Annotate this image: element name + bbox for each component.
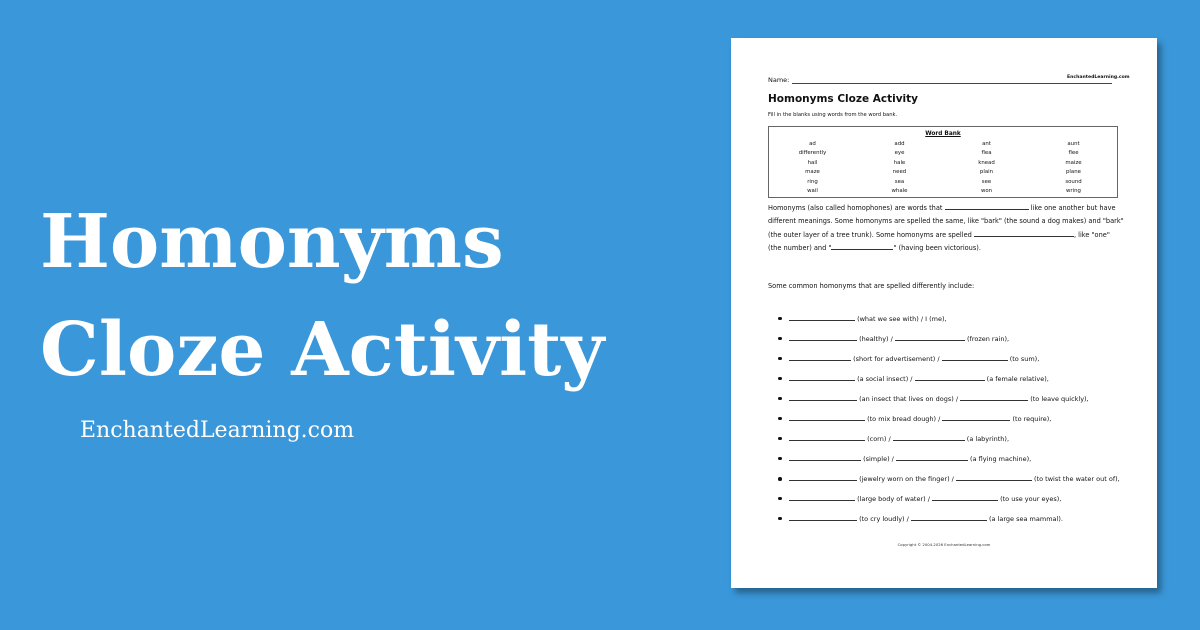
hero-title-line-1: Homonyms xyxy=(40,199,504,285)
list-item xyxy=(783,334,1127,344)
item-clue-a: (an insect that lives on dogs) / xyxy=(859,395,959,403)
list-item xyxy=(783,314,1127,324)
item-clue-a: (a social insect) / xyxy=(857,375,913,383)
fill-blank[interactable] xyxy=(956,474,1032,481)
fill-blank[interactable] xyxy=(789,474,857,481)
fill-blank[interactable] xyxy=(789,314,855,321)
paragraph-part: like one another but have different meanings. Some homonyms are spelled the same, like "bark" (the sound a dog makes) and "bark" (the outer layer of a tree trunk). Some homonyms are spelled xyxy=(768,204,1124,239)
list-intro: Some common homonyms that are spelled differently include: xyxy=(768,282,975,290)
word-bank-word: plane xyxy=(1066,169,1081,176)
item-clue-a: (jewelry worn on the finger) / xyxy=(859,475,954,483)
word-bank-word: maze xyxy=(805,169,820,176)
item-clue-b: (a female relative), xyxy=(986,375,1049,383)
word-bank-word: see xyxy=(981,178,992,185)
fill-blank[interactable] xyxy=(831,243,893,250)
word-bank-grid xyxy=(769,140,1117,196)
fill-blank[interactable] xyxy=(789,494,855,501)
word-bank-word: wail xyxy=(807,187,818,194)
fill-blank[interactable] xyxy=(789,454,861,461)
list-item xyxy=(783,454,1127,464)
item-clue-a: (corn) / xyxy=(867,435,891,443)
item-clue-a: (short for advertisement) / xyxy=(853,355,940,363)
word-bank-word: ant xyxy=(982,141,991,147)
item-clue-b: (to use your eyes), xyxy=(1000,495,1062,503)
item-clue-a: (simple) / xyxy=(863,455,894,463)
word-bank-word: knead xyxy=(978,159,995,166)
word-bank xyxy=(768,126,1118,198)
fill-blank[interactable] xyxy=(945,203,1029,210)
name-row xyxy=(768,76,1118,84)
word-bank-word: aunt xyxy=(1067,141,1080,147)
word-bank-word: maize xyxy=(1065,159,1082,166)
hero-title-line-2: Cloze Activity xyxy=(40,307,605,393)
site-name: EnchantedLearning.com xyxy=(80,418,355,443)
paragraph-part: Homonyms (also called homophones) are words that xyxy=(768,204,943,212)
word-bank-word: hail xyxy=(807,159,818,166)
fill-blank[interactable] xyxy=(915,374,985,381)
item-clue-a: (to mix bread dough) / xyxy=(867,415,941,423)
name-line xyxy=(792,76,1112,84)
list-item xyxy=(783,394,1127,404)
list-item xyxy=(783,414,1127,424)
fill-blank[interactable] xyxy=(942,414,1010,421)
word-bank-word: need xyxy=(892,169,907,176)
word-bank-title: Word Bank xyxy=(925,131,961,137)
word-bank-word: ring xyxy=(807,178,818,185)
fill-blank[interactable] xyxy=(911,514,987,521)
fill-blank[interactable] xyxy=(932,494,998,501)
word-bank-word: ad xyxy=(809,141,816,147)
name-label: Name: xyxy=(768,76,790,84)
fill-blank[interactable] xyxy=(896,454,968,461)
worksheet-title: Homonyms Cloze Activity xyxy=(768,93,919,105)
item-clue-b: (a flying machine), xyxy=(970,455,1032,463)
homonym-list xyxy=(783,314,1127,534)
fill-blank[interactable] xyxy=(789,374,855,381)
word-bank-word: hale xyxy=(893,159,906,166)
fill-blank[interactable] xyxy=(789,414,865,421)
item-clue-b: (frozen rain), xyxy=(967,335,1010,343)
word-bank-word: flee xyxy=(1068,150,1079,157)
paragraph-part: , like "one" (the number) and " xyxy=(768,230,1110,252)
item-clue-b: (to twist the water out of), xyxy=(1034,475,1120,483)
word-bank-word: sound xyxy=(1065,178,1082,185)
list-item xyxy=(783,494,1127,504)
item-clue-b: (to require), xyxy=(1012,415,1052,423)
hero-title xyxy=(40,188,700,404)
word-bank-word: wring xyxy=(1066,187,1081,194)
fill-blank[interactable] xyxy=(789,434,865,441)
item-clue-a: (what we see with) / I (me), xyxy=(857,315,947,323)
definition-paragraph xyxy=(768,202,1124,255)
fill-blank[interactable] xyxy=(789,514,857,521)
fill-blank[interactable] xyxy=(893,434,965,441)
word-bank-word: eye xyxy=(894,150,905,157)
paragraph-part: " (having been victorious). xyxy=(893,243,981,252)
item-clue-a: (healthy) / xyxy=(859,335,893,343)
item-clue-a: (large body of water) / xyxy=(857,495,930,503)
fill-blank[interactable] xyxy=(974,230,1074,237)
worksheet-instructions: Fill in the blanks using words from the word bank. xyxy=(768,112,898,118)
copyright: Copyright © 2004-2026 EnchantedLearning.com xyxy=(897,542,991,547)
word-bank-word: add xyxy=(894,141,905,147)
fill-blank[interactable] xyxy=(895,334,965,341)
item-clue-b: (a large sea mammal). xyxy=(989,515,1063,523)
worksheet-preview xyxy=(731,38,1157,588)
item-clue-a: (to cry loudly) / xyxy=(859,515,909,523)
fill-blank[interactable] xyxy=(789,394,857,401)
word-bank-word: flea xyxy=(981,150,992,157)
word-bank-word: plain xyxy=(979,169,994,176)
list-item xyxy=(783,471,1127,487)
list-item xyxy=(783,374,1127,384)
list-item xyxy=(783,514,1127,524)
fill-blank[interactable] xyxy=(789,354,851,361)
item-clue-b: (a labyrinth), xyxy=(966,435,1010,443)
worksheet-brand: EnchantedLearning.com xyxy=(1067,75,1130,80)
list-item xyxy=(783,354,1127,364)
word-bank-word: won xyxy=(980,187,993,194)
fill-blank[interactable] xyxy=(960,394,1028,401)
fill-blank[interactable] xyxy=(789,334,857,341)
list-item xyxy=(783,434,1127,444)
word-bank-word: whale xyxy=(891,187,908,194)
item-clue-b: (to sum), xyxy=(1009,355,1040,363)
fill-blank[interactable] xyxy=(942,354,1008,361)
word-bank-word: sea xyxy=(894,178,905,185)
word-bank-word: differently xyxy=(798,150,827,157)
item-clue-b: (to leave quickly), xyxy=(1030,395,1089,403)
